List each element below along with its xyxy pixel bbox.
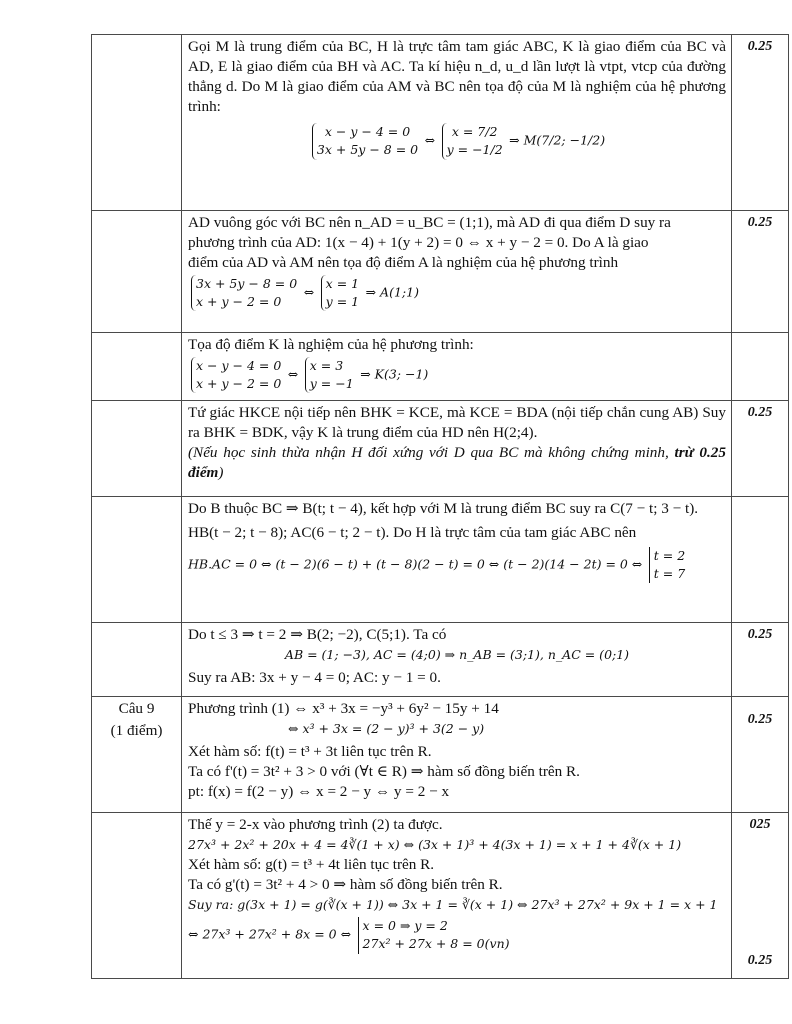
score: 025	[749, 817, 771, 832]
score: 0.25	[747, 39, 773, 54]
equation-system: 3x + 5y − 8 = 0 x + y − 2 = 0 ⇔ x = 1 y = 1 ⇒ A(1;1)	[188, 275, 726, 311]
equation-line: 27x³ + 2x² + 20x + 4 = 4∛(1 + x) ⇔ (3x + 1)³ + 4(3x + 1) = x + 1 + 4∛(x + 1)	[188, 837, 682, 853]
equation-line: ⇔ x³ + 3x = (2 − y)³ + 3(2 − y)	[288, 721, 485, 737]
paragraph: Ta có g'(t) = 3t² + 4 > 0 ⇒ hàm số đồng biến trên R.	[188, 876, 503, 894]
paragraph: Xét hàm số: g(t) = t³ + 4t liên tục trên R.	[188, 856, 435, 874]
paragraph: Xét hàm số: f(t) = t³ + 3t liên tục trên R.	[188, 742, 432, 760]
solution-table	[91, 34, 789, 979]
equation-system: x − y − 4 = 0 x + y − 2 = 0 ⇔ x = 3 y = −1 ⇒ K(3; −1)	[188, 357, 726, 393]
equation-line: ⇔ 27x³ + 27x² + 8x = 0 ⇔ x = 0 ⇒ y = 2 27x² + 27x + 8 = 0(vn)	[188, 917, 726, 953]
equation-line: HB.AC = 0 ⇔ (t − 2)(6 − t) + (t − 8)(2 − t) = 0 ⇔ (t − 2)(14 − 2t) = 0 ⇔ t = 2 t = 7	[188, 547, 726, 583]
paragraph: AD vuông góc với BC nên n_AD = u_BC = (1;1), mà AD đi qua điểm D suy ra	[188, 214, 671, 231]
content-cell	[182, 35, 732, 211]
score: 0.25	[747, 953, 773, 969]
note: (Nếu học sinh thừa nhận H đối xứng với D qua BC mà không chứng minh, trừ 0.25 điểm)	[188, 444, 726, 482]
table-row	[92, 35, 789, 211]
question-points: (1 điểm)	[110, 721, 163, 739]
table-row	[92, 497, 789, 623]
system-right: x = 7/2 y = −1/2	[442, 123, 503, 159]
paragraph: Do t ≤ 3 ⇒ t = 2 ⇒ B(2; −2), C(5;1). Ta có	[188, 626, 447, 643]
paragraph: Phương trình (1) ⇔ x³ + 3x = −y³ + 6y² − 15y + 14	[188, 700, 499, 717]
vector-line: AB = (1; −3), AC = (4;0) ⇒ n_AB = (3;1), n_AC = (0;1)	[284, 647, 630, 663]
score: 0.25	[747, 627, 773, 642]
score-cell	[732, 35, 789, 211]
table-row	[92, 401, 789, 497]
question-cell	[92, 35, 182, 211]
paragraph: Tứ giác HKCE nội tiếp nên BHK = KCE, mà KCE = BDA (nội tiếp chắn cung AB) Suy ra BHK = BDK, vậy K là trung điểm của HD nên H(2;4).	[188, 404, 726, 442]
table-row	[92, 211, 789, 333]
paragraph: phương trình của AD: 1(x − 4) + 1(y + 2) = 0 ⇔ x + y − 2 = 0. Do A là giao	[188, 234, 649, 252]
paragraph: điểm của AD và AM nên tọa độ điểm A là nghiệm của hệ phương trình	[188, 254, 619, 272]
paragraph: Gọi M là trung điểm của BC, H là trực tâm tam giác ABC, K là giao điểm của BC và AD, E là giao điểm của BH và AC. Ta kí hiệu n_d, u_d lần lượt là vtpt, vtcp của đường thẳng d. Do M là giao điểm của AM và BC nên tọa độ của M là nghiệm của hệ phương trình:	[188, 38, 726, 116]
paragraph: Ta có f'(t) = 3t² + 3 > 0 với (∀t ∈ R) ⇒ hàm số đồng biến trên R.	[188, 762, 580, 780]
equation-line: Suy ra: g(3x + 1) = g(∛(x + 1)) ⇔ 3x + 1 = ∛(x + 1) ⇔ 27x³ + 27x² + 9x + 1 = x + 1	[188, 897, 718, 913]
paragraph: Do B thuộc BC ⇒ B(t; t − 4), kết hợp với M là trung điểm BC suy ra C(7 − t; 3 − t).	[188, 500, 699, 517]
score: 0.25	[747, 215, 773, 230]
question-cell	[92, 697, 182, 813]
table-row	[92, 813, 789, 979]
paragraph: pt: f(x) = f(2 − y) ⇔ x = 2 − y ⇔ y = 2 − x	[188, 782, 450, 800]
paragraph: Thế y = 2-x vào phương trình (2) ta được.	[188, 816, 443, 833]
table-row	[92, 623, 789, 697]
question-label: Câu 9	[118, 700, 155, 717]
paragraph: HB(t − 2; t − 8); AC(6 − t; 2 − t). Do H là trực tâm của tam giác ABC nên	[188, 524, 637, 542]
paragraph: Tọa độ điểm K là nghiệm của hệ phương trình:	[188, 336, 474, 353]
score: 0.25	[747, 405, 773, 420]
equation-system: x − y − 4 = 0 3x + 5y − 8 = 0 ⇔ x = 7/2 y = −1/2 ⇒ M(7/2; −1/2)	[188, 123, 726, 159]
system-left: x − y − 4 = 0 3x + 5y − 8 = 0	[312, 123, 418, 159]
table-row	[92, 697, 789, 813]
paragraph: Suy ra AB: 3x + y − 4 = 0; AC: y − 1 = 0.	[188, 668, 441, 686]
table-row	[92, 333, 789, 401]
score: 0.25	[747, 712, 773, 727]
